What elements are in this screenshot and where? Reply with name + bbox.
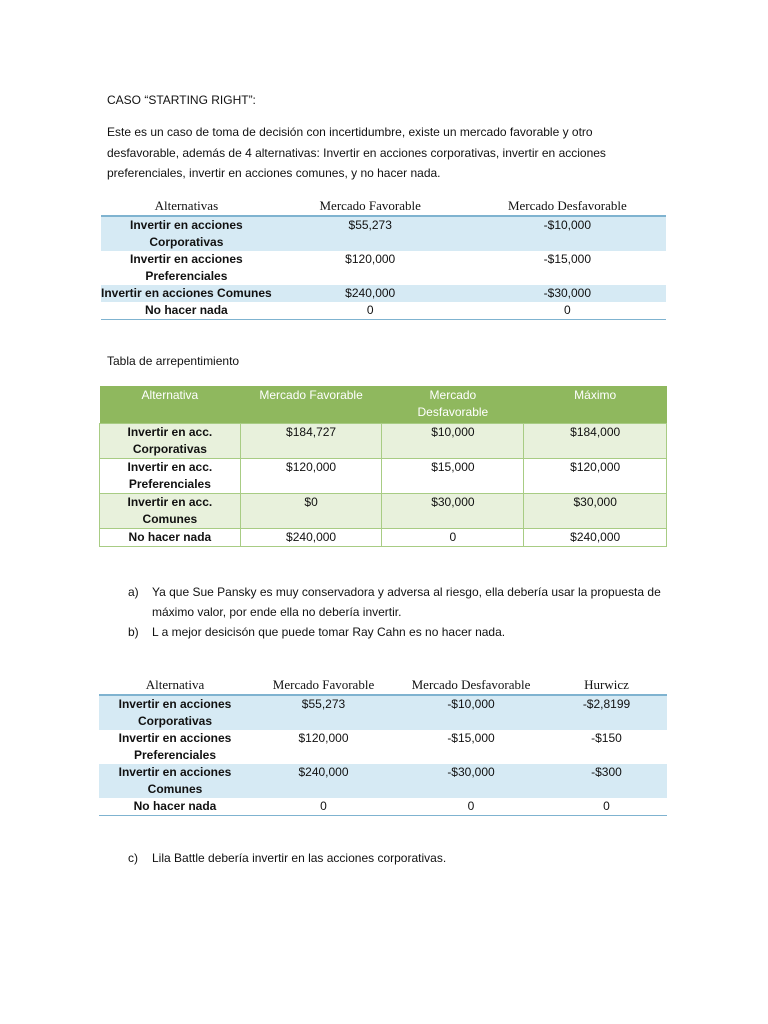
alternative-cell: Invertir en acc. Corporativas — [100, 424, 241, 459]
alternative-cell: Invertir en acciones Corporativas — [101, 216, 272, 251]
alternative-cell: Invertir en acciones Preferenciales — [130, 252, 243, 283]
table-row — [100, 459, 667, 494]
payoff-table — [101, 196, 666, 320]
list-label: b) — [128, 625, 139, 639]
table-row — [100, 494, 667, 529]
value-cell: $30,000 — [524, 494, 667, 529]
case-heading: CASO “STARTING RIGHT”: — [107, 93, 256, 107]
value-cell: $120,000 — [524, 459, 667, 494]
value-cell: -$300 — [546, 764, 667, 798]
table-row — [99, 798, 667, 816]
table-row — [100, 529, 667, 547]
value-cell: 0 — [564, 303, 571, 317]
answer-a-text: Ya que Sue Pansky es muy conservadora y adversa al riesgo, ella debería usar la propuesta de máximo valor, por ende ella no debería invertir. — [152, 585, 661, 619]
alternative-cell: Invertir en acciones Comunes — [99, 764, 251, 798]
value-cell: $184,727 — [240, 424, 382, 459]
value-cell: -$2,8199 — [546, 695, 667, 730]
table-header-row — [99, 675, 667, 695]
value-cell: $240,000 — [251, 764, 396, 798]
value-cell: 0 — [467, 799, 475, 813]
alternative-cell: No hacer nada — [133, 799, 217, 813]
answers-list-ab — [128, 582, 668, 642]
column-header: Mercado Desfavorable — [411, 677, 531, 692]
column-header: Alternativa — [145, 677, 205, 692]
regret-table — [99, 386, 667, 547]
alternative-cell: Invertir en acciones Corporativas — [99, 695, 251, 730]
alternative-cell: Invertir en acciones Comunes — [101, 286, 272, 300]
answers-list-c — [128, 848, 668, 868]
column-header: Mercado Favorable — [319, 198, 421, 213]
answer-b-text: L a mejor desicisón que puede tomar Ray Cahn es no hacer nada. — [152, 625, 506, 639]
alternative-cell: Invertir en acc. Comunes — [100, 494, 241, 529]
regret-table-title: Tabla de arrepentimiento — [107, 354, 240, 368]
column-header: Hurwicz — [584, 677, 629, 692]
column-header: Mercado Favorable — [240, 386, 382, 424]
value-cell: $15,000 — [382, 459, 524, 494]
value-cell: $30,000 — [382, 494, 524, 529]
column-header: Mercado Favorable — [272, 677, 375, 692]
list-item — [128, 582, 668, 622]
value-cell: $10,000 — [382, 424, 524, 459]
answer-c-text: Lila Battle debería invertir en las acciones corporativas. — [152, 851, 447, 865]
list-label: a) — [128, 585, 139, 599]
value-cell: -$30,000 — [469, 285, 666, 302]
table-row — [101, 285, 666, 302]
value-cell: $240,000 — [272, 285, 469, 302]
value-cell: 0 — [320, 799, 327, 813]
value-cell: -$10,000 — [396, 695, 546, 730]
table-row — [101, 216, 666, 251]
value-cell: -$15,000 — [447, 731, 495, 745]
value-cell: $55,273 — [251, 695, 396, 730]
value-cell: 0 — [366, 303, 374, 317]
alternative-cell: No hacer nada — [145, 303, 228, 317]
value-cell: -$30,000 — [396, 764, 546, 798]
column-header: Alternativas — [154, 198, 219, 213]
value-cell: $120,000 — [345, 252, 396, 266]
intro-paragraph: Este es un caso de toma de decisión con incertidumbre, existe un mercado favorable y otro desfavorable, además de 4 alternativas: Invertir en acciones corporativas, invertir en acciones preferenciales, invertir en acciones comunes, y no hacer nada. — [107, 125, 606, 180]
value-cell: $240,000 — [524, 529, 667, 547]
list-item — [128, 622, 668, 642]
value-cell: -$150 — [591, 731, 622, 745]
value-cell: $55,273 — [272, 216, 469, 251]
table-header-row — [100, 386, 667, 424]
value-cell: $184,000 — [524, 424, 667, 459]
alternative-cell: No hacer nada — [100, 529, 241, 547]
table-row — [99, 695, 667, 730]
value-cell: -$10,000 — [469, 216, 666, 251]
value-cell: 0 — [382, 529, 524, 547]
value-cell: 0 — [603, 799, 610, 813]
table-row — [99, 764, 667, 798]
list-item — [128, 848, 668, 868]
column-header: Mercado Desfavorable — [382, 386, 524, 424]
column-header: Mercado Desfavorable — [507, 198, 627, 213]
list-label: c) — [128, 851, 138, 865]
value-cell: $120,000 — [298, 731, 349, 745]
table-header-row — [101, 196, 666, 216]
value-cell: $240,000 — [240, 529, 382, 547]
table-row — [99, 730, 667, 764]
value-cell: $120,000 — [240, 459, 382, 494]
alternative-cell: Invertir en acc. Preferenciales — [100, 459, 241, 494]
table-row — [101, 302, 666, 320]
value-cell: -$15,000 — [543, 252, 592, 266]
column-header: Alternativa — [100, 386, 241, 424]
alternative-cell: Invertir en acciones Preferenciales — [118, 731, 232, 762]
table-row — [100, 424, 667, 459]
column-header: Máximo — [524, 386, 667, 424]
hurwicz-table — [99, 675, 667, 816]
value-cell: $0 — [240, 494, 382, 529]
table-row — [101, 251, 666, 285]
